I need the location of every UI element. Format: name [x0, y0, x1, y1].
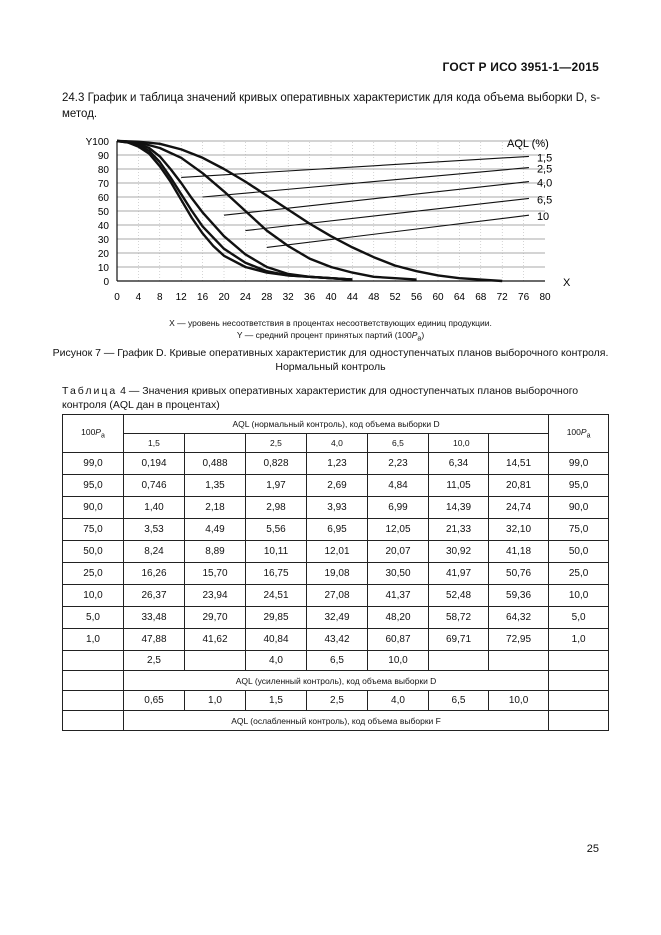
table-cell: 50,0	[549, 541, 609, 563]
legend-title: AQL (%)	[507, 138, 549, 150]
x-tick-label: 72	[496, 292, 508, 303]
table-cell: 29,70	[185, 607, 246, 629]
table-cell: 99,0	[549, 453, 609, 475]
table-cell: 19,08	[307, 563, 368, 585]
figure-caption-line2: Нормальный контроль	[275, 361, 386, 373]
table-row	[63, 453, 609, 475]
aql-head-cell: 2,5	[246, 434, 307, 453]
blank-cell	[549, 671, 609, 691]
table-row	[63, 629, 609, 651]
table-row	[63, 519, 609, 541]
x-tick-label: 80	[539, 292, 551, 303]
blank-cell	[63, 651, 124, 671]
table-cell: 30,92	[429, 541, 489, 563]
reference-line	[203, 168, 529, 197]
tightened-aql-cell: 4,0	[246, 651, 307, 671]
x-tick-label: 20	[218, 292, 230, 303]
table-cell: 11,05	[429, 475, 489, 497]
table-cell: 12,05	[368, 519, 429, 541]
table-cell: 4,84	[368, 475, 429, 497]
oc-curve	[117, 141, 352, 280]
figure-caption: Рисунок 7 — График D. Кривые оперативных характеристик для одноступенчатых планов выборочного контроля.	[52, 347, 609, 359]
pa-header-left: $100P_a$	[63, 415, 124, 453]
aql-head-cell: 4,0	[307, 434, 368, 453]
x-tick-label: 36	[304, 292, 316, 303]
x-tick-label: 44	[346, 292, 358, 303]
reduced-aql-cell: 4,0	[368, 691, 429, 711]
table-cell: 25,0	[549, 563, 609, 585]
table-cell: 40,84	[246, 629, 307, 651]
table-cell: 20,81	[489, 475, 549, 497]
table-cell: 95,0	[63, 475, 124, 497]
x-tick-label: 16	[197, 292, 209, 303]
blank-cell	[549, 691, 609, 711]
table-cell: 69,71	[429, 629, 489, 651]
aql-header-row	[63, 434, 609, 453]
y-legend-prefix: Y — средний процент принятых партий (100	[236, 330, 412, 340]
table-cell: 1,35	[185, 475, 246, 497]
table-cell: 64,32	[489, 607, 549, 629]
chart-legend	[507, 138, 552, 223]
y-legend-var: P	[411, 330, 418, 340]
y-tick-label: 10	[97, 263, 109, 274]
blank-cell	[549, 711, 609, 731]
table-cell: 0,194	[124, 453, 185, 475]
x-tick-label: 40	[325, 292, 337, 303]
aql-head-cell	[185, 434, 246, 453]
x-tick-label: 4	[135, 292, 142, 303]
y-axis-top-label: Y100	[85, 137, 109, 148]
legend-label: 2,5	[536, 163, 553, 176]
x-tick-label: 60	[432, 292, 444, 303]
table-row	[63, 607, 609, 629]
tightened-aql-cell: 6,5	[307, 651, 368, 671]
table-cell: 20,07	[368, 541, 429, 563]
pa-header-right: $100P_a$	[549, 415, 609, 453]
table-cell: 95,0	[549, 475, 609, 497]
table-cell: 75,0	[549, 519, 609, 541]
table-row	[63, 475, 609, 497]
table-cell: 75,0	[63, 519, 124, 541]
table-cell: 1,0	[63, 629, 124, 651]
table-cell: 24,74	[489, 497, 549, 519]
table-cell: 8,24	[124, 541, 185, 563]
y-tick-label: 80	[97, 165, 109, 176]
table-cell: 1,40	[124, 497, 185, 519]
table-cell: 10,0	[549, 585, 609, 607]
table-cell: 41,62	[185, 629, 246, 651]
x-tick-label: 48	[368, 292, 380, 303]
x-tick-label: 52	[389, 292, 401, 303]
chart-reference-lines	[181, 156, 529, 247]
table-cell: 59,36	[489, 585, 549, 607]
table-cell: 32,49	[307, 607, 368, 629]
blank-cell	[63, 691, 124, 711]
y-tick-label: 60	[97, 193, 109, 204]
table-cell: 50,0	[63, 541, 124, 563]
normal-aql-header: AQL (нормальный контроль), код объема выборки D	[124, 415, 549, 434]
table-cell: 12,01	[307, 541, 368, 563]
x-tick-label: 24	[239, 292, 251, 303]
table-cell: 14,39	[429, 497, 489, 519]
chart-grid	[117, 141, 545, 281]
table-cell: 5,56	[246, 519, 307, 541]
table-cell: 30,50	[368, 563, 429, 585]
oc-values-table	[62, 414, 609, 731]
tightened-aql-header: AQL (усиленный контроль), код объема выборки D	[124, 671, 549, 691]
y-tick-label: 50	[97, 207, 109, 218]
table-cell: 2,69	[307, 475, 368, 497]
table-cell: 41,97	[429, 563, 489, 585]
table-cell: 5,0	[63, 607, 124, 629]
table-cell: 99,0	[63, 453, 124, 475]
table-cell: 15,70	[185, 563, 246, 585]
x-tick-label: 64	[453, 292, 465, 303]
table-cell: 10,0	[63, 585, 124, 607]
legend-label: 6,5	[536, 194, 553, 207]
x-tick-label: 32	[282, 292, 294, 303]
y-tick-label: 70	[97, 179, 109, 190]
x-tick-label: 12	[175, 292, 187, 303]
y-tick-label: 40	[97, 221, 109, 232]
table-cell: 6,34	[429, 453, 489, 475]
reduced-aql-cell: 2,5	[307, 691, 368, 711]
oc-curves-chart	[62, 128, 607, 308]
table-cell: 58,72	[429, 607, 489, 629]
table-cell: 21,33	[429, 519, 489, 541]
table-cell: 5,0	[549, 607, 609, 629]
table-cell: 90,0	[63, 497, 124, 519]
y-legend-sub: a	[417, 335, 422, 343]
table-cell: 50,76	[489, 563, 549, 585]
x-tick-label: 8	[157, 292, 163, 303]
reduced-header-row	[63, 711, 609, 731]
table-cell: 3,93	[307, 497, 368, 519]
table-cell: 23,94	[185, 585, 246, 607]
tightened-aql-cell: 10,0	[368, 651, 429, 671]
tightened-aql-cell	[185, 651, 246, 671]
table-cell: 3,53	[124, 519, 185, 541]
tightened-aql-cell: 2,5	[124, 651, 185, 671]
y-tick-label: 90	[97, 151, 109, 162]
table-cell: 8,89	[185, 541, 246, 563]
table-cell: 6,99	[368, 497, 429, 519]
blank-cell	[549, 651, 609, 671]
tightened-aql-row	[63, 651, 609, 671]
reduced-aql-cell: 0,65	[124, 691, 185, 711]
table-cell: 25,0	[63, 563, 124, 585]
x-tick-label: 0	[114, 292, 120, 303]
table-cell: 2,18	[185, 497, 246, 519]
table-cell: 2,98	[246, 497, 307, 519]
oc-curve	[117, 141, 352, 280]
tightened-header-row	[63, 671, 609, 691]
y-legend-suffix: )	[421, 330, 425, 340]
blank-cell	[63, 671, 124, 691]
aql-head-cell: 1,5	[124, 434, 185, 453]
table-cell: 24,51	[246, 585, 307, 607]
table-caption	[62, 384, 607, 412]
table-cell: 52,48	[429, 585, 489, 607]
reduced-aql-cell: 1,5	[246, 691, 307, 711]
table-row	[63, 563, 609, 585]
reduced-aql-cell: 10,0	[489, 691, 549, 711]
table-cell: 10,11	[246, 541, 307, 563]
table-cell: 1,0	[549, 629, 609, 651]
reduced-aql-cell: 1,0	[185, 691, 246, 711]
table-cell: 1,23	[307, 453, 368, 475]
table-cell: 4,49	[185, 519, 246, 541]
table-caption-label: Таблица	[62, 385, 118, 397]
table-cell: 14,51	[489, 453, 549, 475]
legend-label: 10	[536, 211, 550, 224]
table-row	[63, 497, 609, 519]
table-cell: 29,85	[246, 607, 307, 629]
reduced-aql-header: AQL (ослабленный контроль), код объема выборки F	[124, 711, 549, 731]
y-tick-label: 30	[97, 235, 109, 246]
table-cell: 16,26	[124, 563, 185, 585]
y-tick-label: 0	[103, 277, 109, 288]
table-cell: 47,88	[124, 629, 185, 651]
blank-cell	[63, 711, 124, 731]
table-cell: 26,37	[124, 585, 185, 607]
table-cell: 41,37	[368, 585, 429, 607]
x-tick-label: 56	[411, 292, 423, 303]
tightened-aql-cell	[429, 651, 489, 671]
y-tick-label: 20	[97, 249, 109, 260]
table-cell: 0,828	[246, 453, 307, 475]
table-row	[63, 585, 609, 607]
reduced-aql-cell: 6,5	[429, 691, 489, 711]
aql-head-cell: 10,0	[429, 434, 489, 453]
x-tick-label: 68	[475, 292, 487, 303]
section-heading: 24.3 График и таблица значений кривых оперативных характеристик для кода объема выборки D, s-метод.	[62, 92, 601, 120]
table-cell: 0,746	[124, 475, 185, 497]
table-cell: 2,23	[368, 453, 429, 475]
x-axis-label: X	[563, 277, 571, 289]
document-header: ГОСТ Р ИСО 3951-1—2015	[442, 60, 599, 74]
table-cell: 72,95	[489, 629, 549, 651]
table-cell: 41,18	[489, 541, 549, 563]
table-cell: 0,488	[185, 453, 246, 475]
table-cell: 16,75	[246, 563, 307, 585]
legend-label: 1,5	[536, 152, 553, 165]
table-cell: 90,0	[549, 497, 609, 519]
table-cell: 6,95	[307, 519, 368, 541]
x-tick-label: 28	[261, 292, 273, 303]
table-cell: 48,20	[368, 607, 429, 629]
table-cell: 1,97	[246, 475, 307, 497]
tightened-aql-cell	[489, 651, 549, 671]
y-axis-legend	[0, 330, 661, 343]
table-cell: 33,48	[124, 607, 185, 629]
table-caption-text: 4 — Значения кривых оперативных характеристик для одноступенчатых планов выборочного контроля (AQL дан в процентах)	[62, 385, 579, 411]
legend-label: 4,0	[536, 177, 553, 190]
aql-head-cell: 6,5	[368, 434, 429, 453]
reduced-aql-row	[63, 691, 609, 711]
table-cell: 32,10	[489, 519, 549, 541]
table-cell: 43,42	[307, 629, 368, 651]
x-tick-label: 76	[518, 292, 530, 303]
oc-curve	[117, 141, 352, 280]
table-cell: 60,87	[368, 629, 429, 651]
x-axis-legend: X — уровень несоответствия в процентах несоответствующих единиц продукции.	[169, 318, 492, 328]
page-number: 25	[586, 843, 599, 855]
table-cell: 27,08	[307, 585, 368, 607]
aql-head-cell	[489, 434, 549, 453]
table-row	[63, 541, 609, 563]
reference-line	[245, 198, 529, 230]
